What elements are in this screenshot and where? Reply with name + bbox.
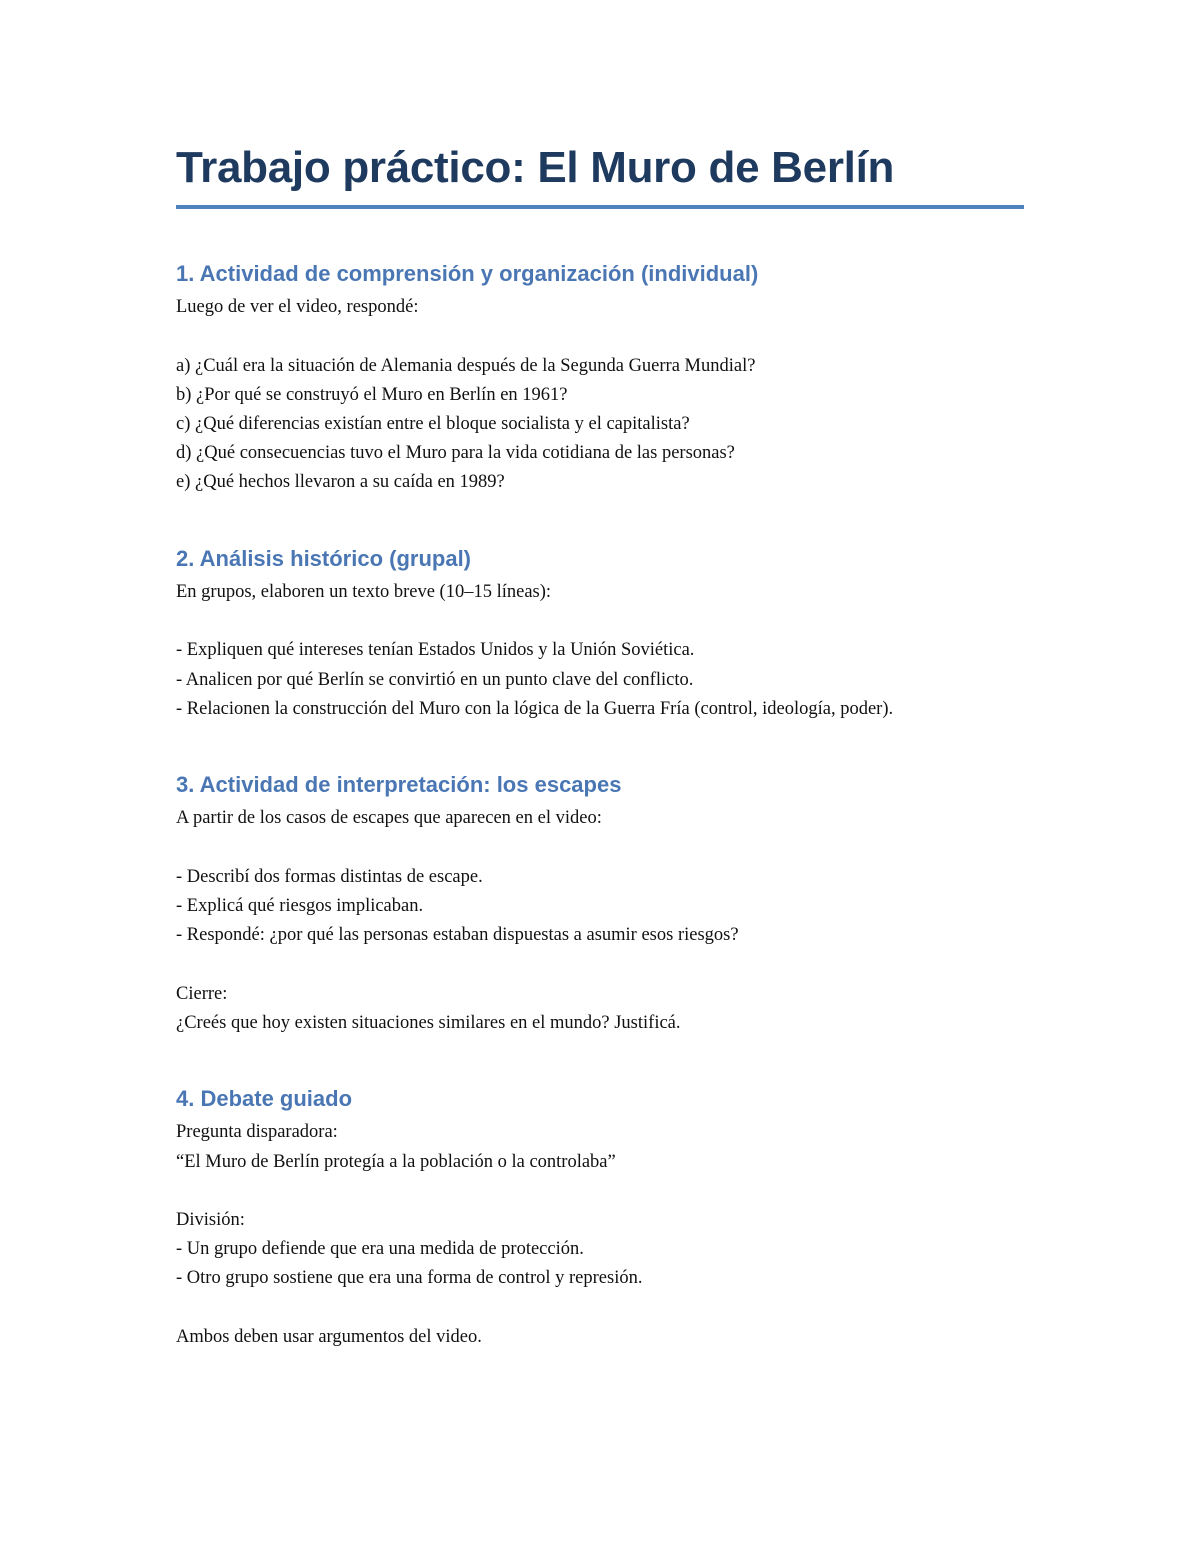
section-2	[176, 546, 1026, 724]
section-intro: Luego de ver el video, respondé:	[176, 297, 419, 318]
closing-note: Ambos deben usar argumentos del video.	[176, 1326, 482, 1347]
blank-line	[176, 322, 1026, 351]
section-heading: 2. Análisis histórico (grupal)	[176, 545, 472, 571]
blank-line	[176, 1177, 1026, 1206]
prompt-text: “El Muro de Berlín protegía a la población o la controlaba”	[176, 1151, 616, 1172]
section-heading: 1. Actividad de comprensión y organización (individual)	[176, 260, 759, 286]
section-4	[176, 1086, 1026, 1352]
blank-line	[176, 1294, 1026, 1323]
task-item: - Describí dos formas distintas de escape.	[176, 866, 483, 887]
question-item: a) ¿Cuál era la situación de Alemania después de la Segunda Guerra Mundial?	[176, 355, 756, 376]
section-heading: 4. Debate guiado	[176, 1085, 353, 1111]
question-item: d) ¿Qué consecuencias tuvo el Muro para la vida cotidiana de las personas?	[176, 443, 735, 464]
document-body	[176, 142, 1026, 1352]
group-item: - Otro grupo sostiene que era una forma de control y represión.	[176, 1268, 643, 1289]
section-heading: 3. Actividad de interpretación: los escapes	[176, 771, 622, 797]
group-item: - Un grupo defiende que era una medida de protección.	[176, 1239, 584, 1260]
title-underline	[176, 205, 1024, 209]
task-item: - Relacionen la construcción del Muro con la lógica de la Guerra Fría (control, ideología, poder).	[176, 698, 894, 719]
blank-line	[176, 950, 1026, 979]
division-label: División:	[176, 1209, 245, 1230]
task-item: - Analicen por qué Berlín se convirtió en un punto clave del conflicto.	[176, 669, 694, 690]
prompt-label: Pregunta disparadora:	[176, 1122, 338, 1143]
section-3	[176, 772, 1026, 1038]
question-item: b) ¿Por qué se construyó el Muro en Berlín en 1961?	[176, 384, 568, 405]
page-title: Trabajo práctico: El Muro de Berlín	[176, 143, 895, 192]
question-item: e) ¿Qué hechos llevaron a su caída en 1989?	[176, 472, 505, 493]
question-item: c) ¿Qué diferencias existían entre el bloque socialista y el capitalista?	[176, 413, 690, 434]
closing-question: ¿Creés que hoy existen situaciones similares en el mundo? Justificá.	[176, 1012, 681, 1033]
closing-label: Cierre:	[176, 983, 228, 1004]
section-intro: En grupos, elaboren un texto breve (10–15 líneas):	[176, 581, 552, 602]
task-item: - Respondé: ¿por qué las personas estaban dispuestas a asumir esos riesgos?	[176, 925, 739, 946]
blank-line	[176, 834, 1026, 863]
section-intro: A partir de los casos de escapes que aparecen en el video:	[176, 808, 602, 829]
blank-line	[176, 607, 1026, 636]
section-1	[176, 261, 1026, 498]
task-item: - Expliquen qué intereses tenían Estados Unidos y la Unión Soviética.	[176, 640, 695, 661]
task-item: - Explicá qué riesgos implicaban.	[176, 895, 424, 916]
